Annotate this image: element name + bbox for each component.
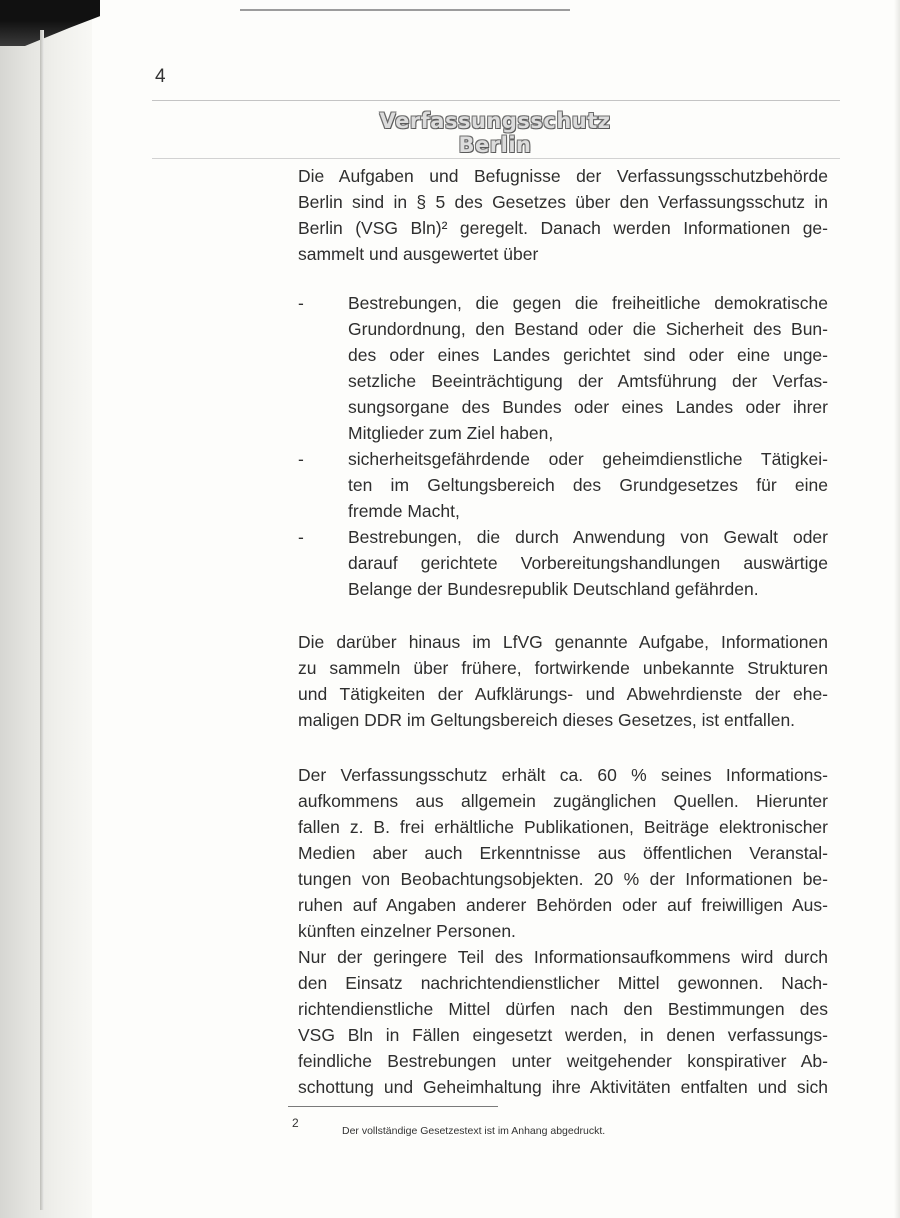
para-line: ruhen auf Angaben anderer Behörden oder auf freiwilligen Aus- [298,895,828,915]
list-item [298,290,828,446]
intro-paragraph [298,163,828,267]
list-item-line: Bestrebungen, die gegen die freiheitliche demokratische [348,293,828,313]
para-line: Nur der geringere Teil des Informationsaufkommens wird durch [298,947,828,967]
list-bullet: - [298,449,304,469]
footnote-mark: 2 [292,1116,299,1130]
para-line: feindliche Bestrebungen unter weitgehender konspirativer Ab- [298,1051,828,1071]
para-line: Medien aber auch Erkenntnisse aus öffentlichen Veranstal- [298,843,828,863]
list-item-line: des oder eines Landes gerichtet sind oder eine unge- [348,345,828,365]
para-line: VSG Bln in Fällen eingesetzt werden, in denen verfassungs- [298,1025,828,1045]
list-item-line: Bestrebungen, die durch Anwendung von Gewalt oder [348,527,828,547]
header-rule-bottom [152,158,840,159]
list-item-line: Mitglieder zum Ziel haben, [348,423,554,443]
para-line: richtendienstliche Mittel dürfen nach den Bestimmungen des [298,999,828,1019]
list-item-line: setzliche Beeinträchtigung der Amtsführung der Verfas- [348,371,828,391]
para-line: schottung und Geheimhaltung ihre Aktivitäten entfalten und sich [298,1077,828,1097]
ddr-paragraph [298,629,828,733]
list-item [298,446,828,524]
intro-line: Die Aufgaben und Befugnisse der Verfassungsschutzbehörde [298,166,828,186]
list-bullet: - [298,527,304,547]
intro-line: Berlin sind in § 5 des Gesetzes über den Verfassungsschutz in [298,192,828,212]
para-line: den Einsatz nachrichtendienstlicher Mittel gewonnen. Nach- [298,973,828,993]
list-item-line: Grundordnung, den Bestand oder die Sicherheit des Bun- [348,319,828,339]
para-line: und Tätigkeiten der Aufklärungs- und Abwehrdienste der ehe- [298,684,828,704]
intro-line: sammelt und ausgewertet über [298,244,539,264]
para-line: tungen von Beobachtungsobjekten. 20 % der Informationen be- [298,869,828,889]
sources-paragraph [298,762,828,1100]
footnote-rule [288,1106,498,1107]
page-edge-line [40,30,44,1210]
para-line: aufkommens aus allgemein zugänglichen Quellen. Hierunter [298,791,828,811]
footnote-text: Der vollständige Gesetzestext ist im Anhang abgedruckt. [342,1125,606,1137]
para-line: künften einzelner Personen. [298,921,516,941]
page-number: 4 [155,66,166,87]
top-scan-rule [240,9,570,11]
right-page-edge [894,0,900,1218]
list-item-line: fremde Macht, [348,501,460,521]
book-spine-shadow [0,0,92,1218]
para-line: Der Verfassungsschutz erhält ca. 60 % seines Informations- [298,765,828,785]
list-item-line: Belange der Bundesrepublik Deutschland gefährden. [348,579,759,599]
header-rule-top [152,100,840,101]
para-line: maligen DDR im Geltungsbereich dieses Gesetzes, ist entfallen. [298,710,796,730]
list-item-line: sicherheitsgefährdende oder geheimdienstliche Tätigkei- [348,449,828,469]
para-line: Die darüber hinaus im LfVG genannte Aufgabe, Informationen [298,632,828,652]
list-item [298,524,828,602]
intro-line: Berlin (VSG Bln)² geregelt. Danach werden Informationen ge- [298,218,828,238]
list-item-line: sungsorgane des Bundes oder eines Landes oder ihrer [348,397,828,417]
list-item-line: ten im Geltungsbereich des Grundgesetzes für eine [348,475,828,495]
task-list [298,290,828,602]
para-line: fallen z. B. frei erhältliche Publikationen, Beiträge elektronischer [298,817,828,837]
list-bullet: - [298,293,304,313]
list-item-line: darauf gerichtete Vorbereitungshandlungen auswärtige [348,553,828,573]
para-line: zu sammeln über frühere, fortwirkende unbekannte Strukturen [298,658,828,678]
running-title: Verfassungsschutz Berlin [379,109,611,157]
